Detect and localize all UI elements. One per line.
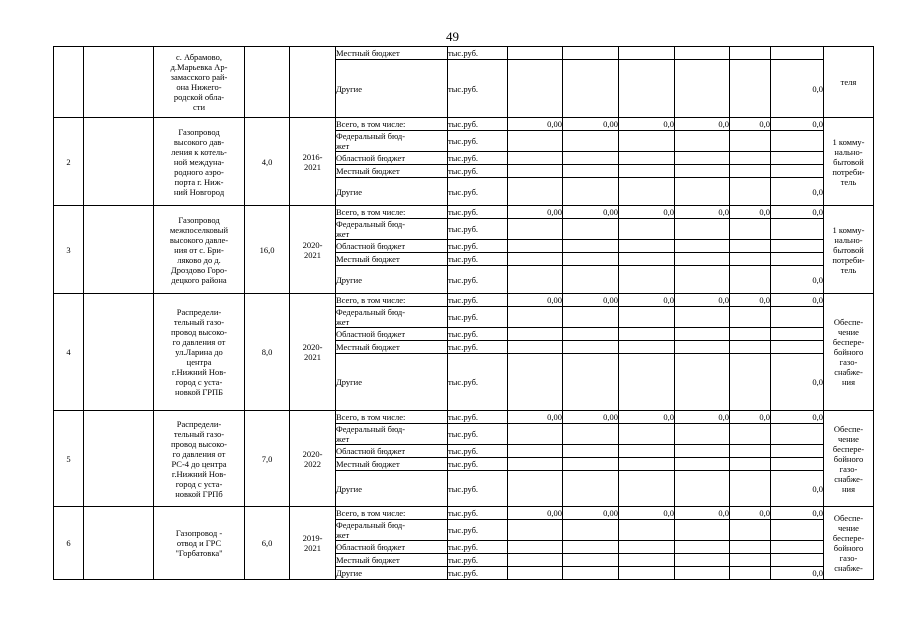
- object-name-cell: Газопровод - отвод и ГРС "Горбатовка": [154, 507, 245, 580]
- value-cell: [563, 554, 619, 567]
- value-cell: [730, 178, 771, 206]
- object-name-cell: Газопровод межпоселковый высокого давле- ния от с. Бри- ляково до д. Дроздово Горо- децкого района: [154, 206, 245, 294]
- value-cell: [675, 458, 730, 471]
- funding-source-cell: Федеральный бюд- жет: [336, 307, 448, 328]
- value-cell: [675, 541, 730, 554]
- value-cell: [730, 341, 771, 354]
- value-cell: [730, 165, 771, 178]
- value-cell: 0,0: [771, 118, 824, 131]
- value-cell: [771, 152, 824, 165]
- table-row: [54, 47, 874, 60]
- result-cell: Обеспе- чение беспере- бойного газо- снабже- ния: [824, 294, 874, 411]
- value-cell: [730, 458, 771, 471]
- value-cell: [508, 240, 563, 253]
- value-cell: 0,00: [508, 507, 563, 520]
- funding-source-cell: Областной бюджет: [336, 541, 448, 554]
- value-cell: [675, 554, 730, 567]
- value-cell: [619, 240, 675, 253]
- unit-cell: тыс.руб.: [448, 294, 508, 307]
- value-cell: [730, 60, 771, 118]
- value-cell: [563, 152, 619, 165]
- table-row: [54, 411, 874, 424]
- value-cell: [619, 341, 675, 354]
- length-cell: 4,0: [245, 118, 290, 206]
- value-cell: [675, 47, 730, 60]
- value-cell: 0,0: [619, 118, 675, 131]
- value-cell: [508, 471, 563, 507]
- value-cell: [619, 354, 675, 411]
- unit-cell: тыс.руб.: [448, 178, 508, 206]
- value-cell: [508, 307, 563, 328]
- table-body: [54, 47, 874, 580]
- object-name-cell: Распредели- тельный газо- провод высоко- го давления от РС-4 до центра г.Нижний Нов- город с уста- новкой ГРПб: [154, 411, 245, 507]
- value-cell: [508, 328, 563, 341]
- value-cell: [771, 219, 824, 240]
- row-number-cell: [54, 47, 84, 118]
- unit-cell: тыс.руб.: [448, 341, 508, 354]
- result-cell: 1 комму- нально- бытовой потреби- тель: [824, 206, 874, 294]
- value-cell: [675, 328, 730, 341]
- table-row: [54, 507, 874, 520]
- value-cell: [563, 520, 619, 541]
- value-cell: [730, 219, 771, 240]
- value-cell: [508, 131, 563, 152]
- value-cell: 0,0: [771, 354, 824, 411]
- value-cell: [771, 328, 824, 341]
- length-cell: [245, 47, 290, 118]
- funding-source-cell: Федеральный бюд- жет: [336, 520, 448, 541]
- value-cell: 0,0: [730, 507, 771, 520]
- row-number-cell: 5: [54, 411, 84, 507]
- value-cell: [675, 240, 730, 253]
- unit-cell: тыс.руб.: [448, 307, 508, 328]
- funding-source-cell: Другие: [336, 266, 448, 294]
- funding-source-cell: Федеральный бюд- жет: [336, 219, 448, 240]
- period-cell: 2020- 2021: [290, 206, 336, 294]
- value-cell: [508, 520, 563, 541]
- empty-cell: [84, 507, 154, 580]
- object-name-cell: с. Абрамово, д.Марьевка Ар- замасского рай- она Нижего- родской обла- сти: [154, 47, 245, 118]
- value-cell: [730, 554, 771, 567]
- length-cell: 6,0: [245, 507, 290, 580]
- value-cell: [619, 328, 675, 341]
- funding-source-cell: Областной бюджет: [336, 445, 448, 458]
- value-cell: 0,0: [675, 118, 730, 131]
- funding-source-cell: Всего, в том числе:: [336, 206, 448, 219]
- value-cell: [563, 165, 619, 178]
- value-cell: 0,0: [730, 118, 771, 131]
- value-cell: [563, 354, 619, 411]
- value-cell: [730, 445, 771, 458]
- funding-source-cell: Областной бюджет: [336, 152, 448, 165]
- value-cell: [675, 60, 730, 118]
- value-cell: [675, 131, 730, 152]
- value-cell: 0,0: [730, 294, 771, 307]
- unit-cell: тыс.руб.: [448, 165, 508, 178]
- value-cell: [563, 445, 619, 458]
- value-cell: [730, 307, 771, 328]
- value-cell: [730, 424, 771, 445]
- value-cell: [508, 178, 563, 206]
- value-cell: [675, 567, 730, 580]
- value-cell: [508, 266, 563, 294]
- funding-source-cell: Местный бюджет: [336, 253, 448, 266]
- value-cell: 0,0: [771, 471, 824, 507]
- value-cell: [619, 178, 675, 206]
- value-cell: [563, 47, 619, 60]
- value-cell: [563, 178, 619, 206]
- value-cell: 0,00: [563, 507, 619, 520]
- value-cell: [675, 341, 730, 354]
- value-cell: [675, 165, 730, 178]
- value-cell: 0,0: [771, 266, 824, 294]
- value-cell: [508, 253, 563, 266]
- value-cell: [619, 131, 675, 152]
- unit-cell: тыс.руб.: [448, 328, 508, 341]
- funding-source-cell: Местный бюджет: [336, 341, 448, 354]
- value-cell: [730, 131, 771, 152]
- value-cell: [771, 445, 824, 458]
- value-cell: 0,0: [675, 294, 730, 307]
- period-cell: 2020- 2022: [290, 411, 336, 507]
- result-cell: 1 комму- нально- бытовой потреби- тель: [824, 118, 874, 206]
- value-cell: [771, 520, 824, 541]
- value-cell: 0,00: [563, 118, 619, 131]
- value-cell: 0,0: [675, 507, 730, 520]
- funding-source-cell: Другие: [336, 471, 448, 507]
- unit-cell: тыс.руб.: [448, 445, 508, 458]
- funding-source-cell: Всего, в том числе:: [336, 118, 448, 131]
- value-cell: [563, 424, 619, 445]
- value-cell: 0,0: [771, 567, 824, 580]
- value-cell: [730, 567, 771, 580]
- row-number-cell: 2: [54, 118, 84, 206]
- unit-cell: тыс.руб.: [448, 424, 508, 445]
- value-cell: 0,0: [771, 411, 824, 424]
- result-cell: Обеспе- чение беспере- бойного газо- снабже-: [824, 507, 874, 580]
- value-cell: [508, 60, 563, 118]
- value-cell: [563, 60, 619, 118]
- value-cell: [771, 240, 824, 253]
- unit-cell: тыс.руб.: [448, 458, 508, 471]
- value-cell: [563, 240, 619, 253]
- value-cell: 0,0: [619, 411, 675, 424]
- value-cell: 0,0: [730, 206, 771, 219]
- value-cell: [619, 541, 675, 554]
- value-cell: [563, 328, 619, 341]
- funding-source-cell: Другие: [336, 354, 448, 411]
- empty-cell: [84, 294, 154, 411]
- unit-cell: тыс.руб.: [448, 567, 508, 580]
- unit-cell: тыс.руб.: [448, 411, 508, 424]
- value-cell: 0,00: [508, 411, 563, 424]
- period-cell: 2020- 2021: [290, 294, 336, 411]
- unit-cell: тыс.руб.: [448, 253, 508, 266]
- value-cell: [619, 253, 675, 266]
- value-cell: [619, 165, 675, 178]
- unit-cell: тыс.руб.: [448, 118, 508, 131]
- value-cell: 0,0: [675, 206, 730, 219]
- value-cell: [675, 445, 730, 458]
- value-cell: 0,00: [563, 411, 619, 424]
- funding-source-cell: Местный бюджет: [336, 165, 448, 178]
- value-cell: [730, 240, 771, 253]
- value-cell: [508, 219, 563, 240]
- value-cell: 0,00: [563, 206, 619, 219]
- value-cell: [675, 307, 730, 328]
- value-cell: [619, 307, 675, 328]
- funding-source-cell: Местный бюджет: [336, 458, 448, 471]
- unit-cell: тыс.руб.: [448, 541, 508, 554]
- program-table: [53, 46, 874, 580]
- table-row: [54, 294, 874, 307]
- value-cell: [508, 554, 563, 567]
- value-cell: [619, 424, 675, 445]
- value-cell: [619, 554, 675, 567]
- empty-cell: [84, 118, 154, 206]
- value-cell: [508, 458, 563, 471]
- value-cell: [771, 341, 824, 354]
- unit-cell: тыс.руб.: [448, 507, 508, 520]
- value-cell: [675, 152, 730, 165]
- value-cell: [563, 471, 619, 507]
- value-cell: 0,0: [730, 411, 771, 424]
- value-cell: [563, 266, 619, 294]
- unit-cell: тыс.руб.: [448, 152, 508, 165]
- funding-source-cell: Другие: [336, 178, 448, 206]
- value-cell: [619, 471, 675, 507]
- value-cell: 0,0: [771, 206, 824, 219]
- value-cell: [771, 458, 824, 471]
- period-cell: [290, 47, 336, 118]
- value-cell: 0,0: [619, 206, 675, 219]
- value-cell: [508, 445, 563, 458]
- value-cell: [771, 541, 824, 554]
- length-cell: 7,0: [245, 411, 290, 507]
- unit-cell: тыс.руб.: [448, 206, 508, 219]
- value-cell: 0,0: [619, 294, 675, 307]
- unit-cell: тыс.руб.: [448, 219, 508, 240]
- value-cell: [508, 354, 563, 411]
- value-cell: [675, 253, 730, 266]
- funding-source-cell: Областной бюджет: [336, 240, 448, 253]
- value-cell: [508, 341, 563, 354]
- period-cell: 2019- 2021: [290, 507, 336, 580]
- value-cell: [619, 520, 675, 541]
- empty-cell: [84, 206, 154, 294]
- value-cell: [563, 131, 619, 152]
- value-cell: [675, 471, 730, 507]
- unit-cell: тыс.руб.: [448, 266, 508, 294]
- value-cell: [508, 165, 563, 178]
- page-number: 49: [446, 29, 459, 44]
- value-cell: [771, 165, 824, 178]
- funding-source-cell: Всего, в том числе:: [336, 294, 448, 307]
- funding-source-cell: Другие: [336, 60, 448, 118]
- value-cell: [619, 219, 675, 240]
- value-cell: [675, 178, 730, 206]
- value-cell: [619, 266, 675, 294]
- value-cell: [508, 424, 563, 445]
- value-cell: 0,00: [508, 118, 563, 131]
- funding-source-cell: Всего, в том числе:: [336, 507, 448, 520]
- result-cell: Обеспе- чение беспере- бойного газо- снабже- ния: [824, 411, 874, 507]
- value-cell: [771, 47, 824, 60]
- row-number-cell: 4: [54, 294, 84, 411]
- value-cell: [619, 60, 675, 118]
- empty-cell: [84, 47, 154, 118]
- unit-cell: тыс.руб.: [448, 131, 508, 152]
- unit-cell: тыс.руб.: [448, 354, 508, 411]
- value-cell: [771, 131, 824, 152]
- value-cell: [675, 266, 730, 294]
- value-cell: [730, 152, 771, 165]
- value-cell: [563, 458, 619, 471]
- table-row: [54, 118, 874, 131]
- value-cell: [730, 471, 771, 507]
- length-cell: 16,0: [245, 206, 290, 294]
- value-cell: [508, 541, 563, 554]
- result-cell: теля: [824, 47, 874, 118]
- value-cell: [730, 266, 771, 294]
- value-cell: 0,0: [771, 507, 824, 520]
- funding-source-cell: Федеральный бюд- жет: [336, 131, 448, 152]
- value-cell: [563, 341, 619, 354]
- value-cell: [730, 253, 771, 266]
- value-cell: [563, 541, 619, 554]
- value-cell: [619, 445, 675, 458]
- length-cell: 8,0: [245, 294, 290, 411]
- value-cell: [730, 47, 771, 60]
- value-cell: [675, 520, 730, 541]
- value-cell: [563, 567, 619, 580]
- value-cell: 0,00: [563, 294, 619, 307]
- value-cell: [508, 567, 563, 580]
- value-cell: [771, 424, 824, 445]
- unit-cell: тыс.руб.: [448, 471, 508, 507]
- unit-cell: тыс.руб.: [448, 554, 508, 567]
- row-number-cell: 6: [54, 507, 84, 580]
- value-cell: [619, 458, 675, 471]
- funding-source-cell: Федеральный бюд- жет: [336, 424, 448, 445]
- funding-source-cell: Местный бюджет: [336, 47, 448, 60]
- row-number-cell: 3: [54, 206, 84, 294]
- empty-cell: [84, 411, 154, 507]
- value-cell: [675, 424, 730, 445]
- value-cell: 0,0: [771, 294, 824, 307]
- value-cell: [619, 567, 675, 580]
- funding-source-cell: Другие: [336, 567, 448, 580]
- value-cell: [563, 307, 619, 328]
- unit-cell: тыс.руб.: [448, 520, 508, 541]
- unit-cell: тыс.руб.: [448, 240, 508, 253]
- period-cell: 2016- 2021: [290, 118, 336, 206]
- value-cell: [619, 47, 675, 60]
- value-cell: [675, 219, 730, 240]
- unit-cell: тыс.руб.: [448, 47, 508, 60]
- funding-source-cell: Областной бюджет: [336, 328, 448, 341]
- value-cell: [730, 328, 771, 341]
- value-cell: [508, 152, 563, 165]
- value-cell: 0,0: [771, 178, 824, 206]
- table-row: [54, 206, 874, 219]
- value-cell: 0,00: [508, 206, 563, 219]
- value-cell: [675, 354, 730, 411]
- value-cell: [619, 152, 675, 165]
- value-cell: 0,00: [508, 294, 563, 307]
- funding-source-cell: Всего, в том числе:: [336, 411, 448, 424]
- value-cell: [771, 253, 824, 266]
- value-cell: 0,0: [771, 60, 824, 118]
- value-cell: [730, 520, 771, 541]
- value-cell: [563, 253, 619, 266]
- value-cell: [771, 554, 824, 567]
- value-cell: 0,0: [619, 507, 675, 520]
- value-cell: [730, 354, 771, 411]
- funding-source-cell: Местный бюджет: [336, 554, 448, 567]
- unit-cell: тыс.руб.: [448, 60, 508, 118]
- value-cell: [730, 541, 771, 554]
- object-name-cell: Распредели- тельный газо- провод высоко- го давления от ул.Ларина до центра г.Нижний Нов- город с уста- новкой ГРПБ: [154, 294, 245, 411]
- value-cell: 0,0: [675, 411, 730, 424]
- value-cell: [771, 307, 824, 328]
- object-name-cell: Газопровод высокого дав- ления к котель- ной междуна- родного аэро- порта г. Ниж- ний Новгород: [154, 118, 245, 206]
- value-cell: [508, 47, 563, 60]
- value-cell: [563, 219, 619, 240]
